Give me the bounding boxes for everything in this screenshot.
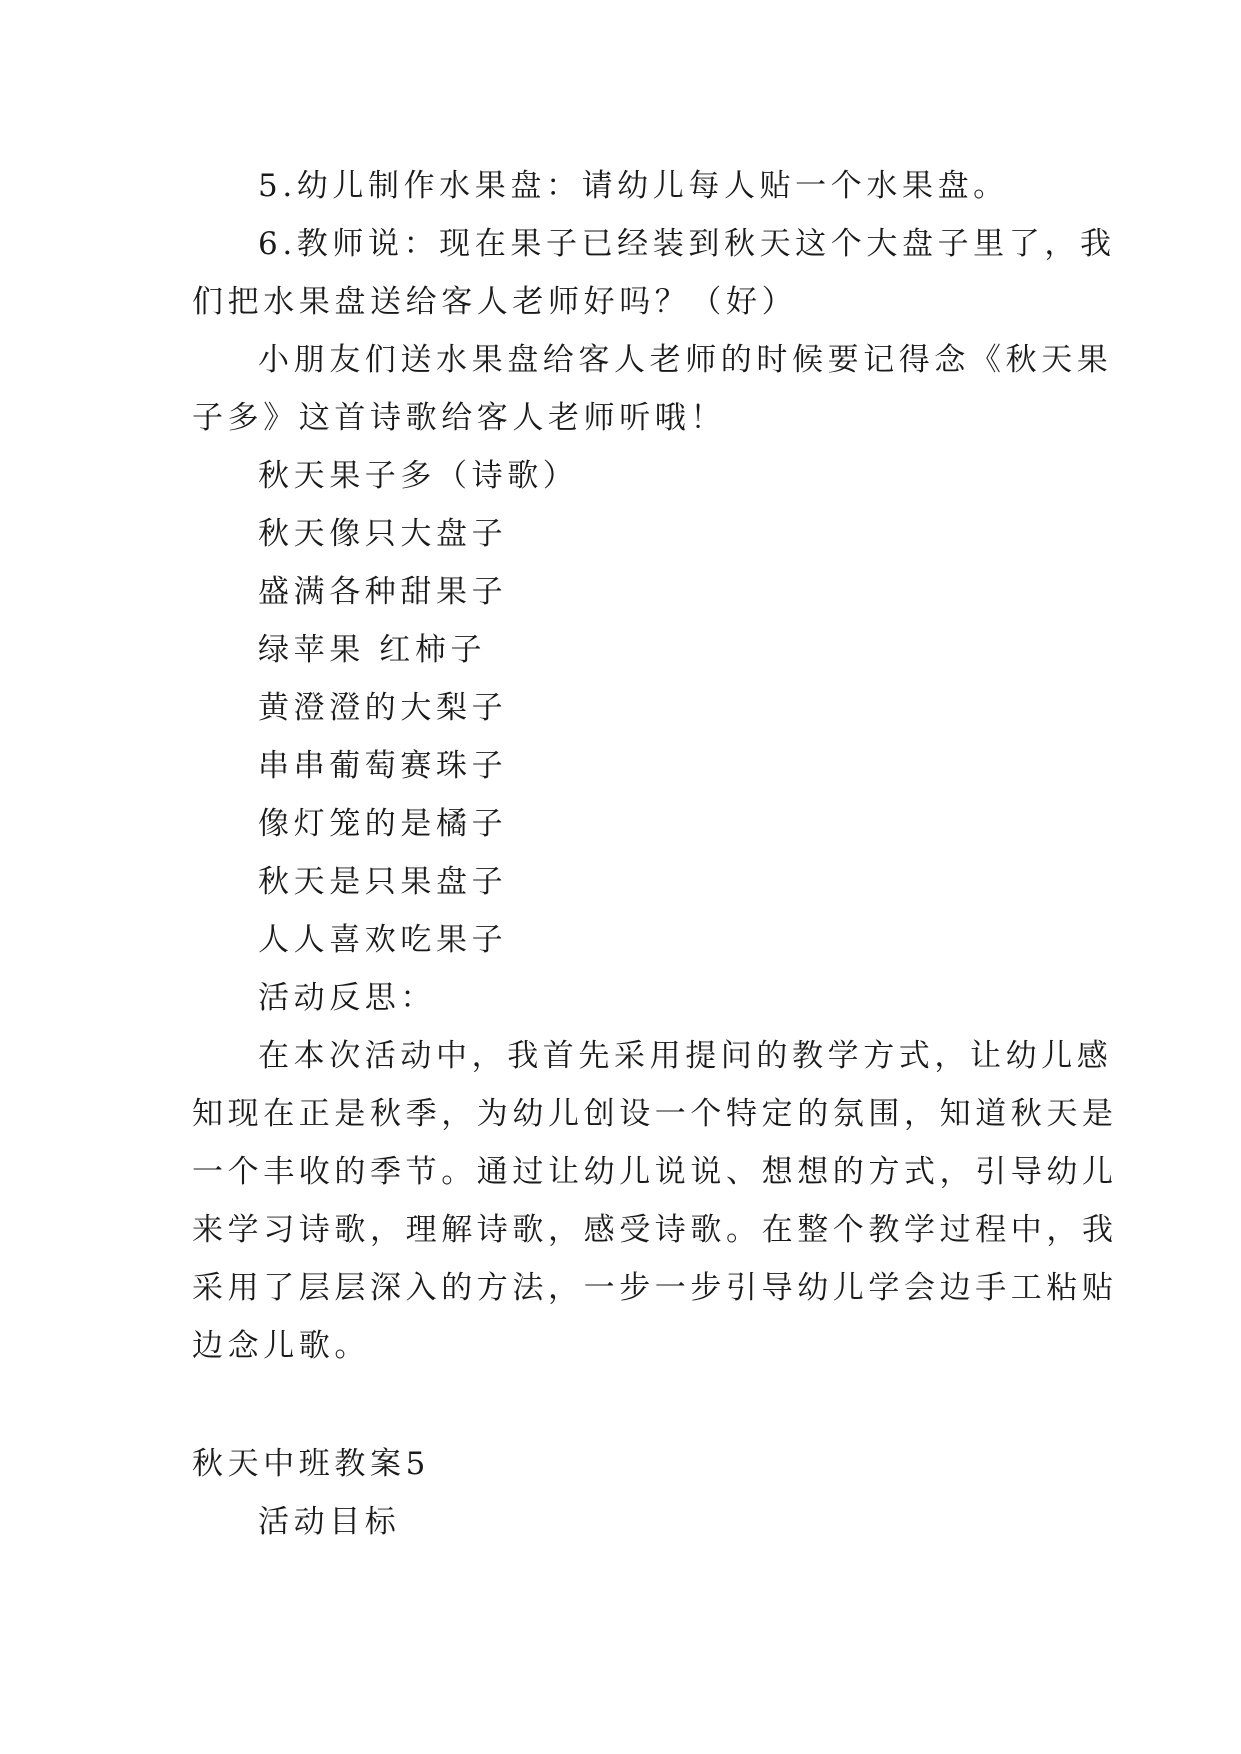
poem-line: 人人喜欢吃果子 (258, 922, 508, 958)
reflection-paragraph-line-6: 边念儿歌。 (192, 1328, 370, 1364)
poem-line: 黄澄澄的大梨子 (258, 690, 508, 726)
step-5-paragraph: 5.幼儿制作水果盘：请幼儿每人贴一个水果盘。 (258, 168, 1009, 204)
reflection-heading: 活动反思： (258, 980, 436, 1016)
reflection-paragraph-line-4: 来学习诗歌，理解诗歌，感受诗歌。在整个教学过程中，我 (192, 1212, 1118, 1248)
poem-line: 秋天像只大盘子 (258, 516, 508, 552)
poem-line: 绿苹果 红柿子 (258, 632, 487, 668)
poem-title: 秋天果子多（诗歌） (258, 458, 579, 494)
step-6-paragraph-line-2: 们把水果盘送给客人老师好吗？（好） (192, 284, 798, 320)
step-6-paragraph-line-1: 6.教师说：现在果子已经装到秋天这个大盘子里了，我 (258, 226, 1116, 262)
poem-line: 串串葡萄赛珠子 (258, 748, 508, 784)
section-title: 秋天中班教案5 (192, 1446, 430, 1482)
reflection-paragraph-line-5: 采用了层层深入的方法，一步一步引导幼儿学会边手工粘贴 (192, 1270, 1118, 1306)
poem-line: 盛满各种甜果子 (258, 574, 508, 610)
objectives-heading: 活动目标 (258, 1504, 401, 1540)
reminder-paragraph-line-2: 子多》这首诗歌给客人老师听哦！ (192, 400, 726, 436)
reflection-paragraph-line-2: 知现在正是秋季，为幼儿创设一个特定的氛围，知道秋天是 (192, 1096, 1118, 1132)
reflection-paragraph-line-3: 一个丰收的季节。通过让幼儿说说、想想的方式，引导幼儿 (192, 1154, 1118, 1190)
reminder-paragraph-line-1: 小朋友们送水果盘给客人老师的时候要记得念《秋天果 (258, 342, 1113, 378)
poem-line: 秋天是只果盘子 (258, 864, 508, 900)
poem-line: 像灯笼的是橘子 (258, 806, 508, 842)
reflection-paragraph-line-1: 在本次活动中，我首先采用提问的教学方式，让幼儿感 (258, 1038, 1113, 1074)
